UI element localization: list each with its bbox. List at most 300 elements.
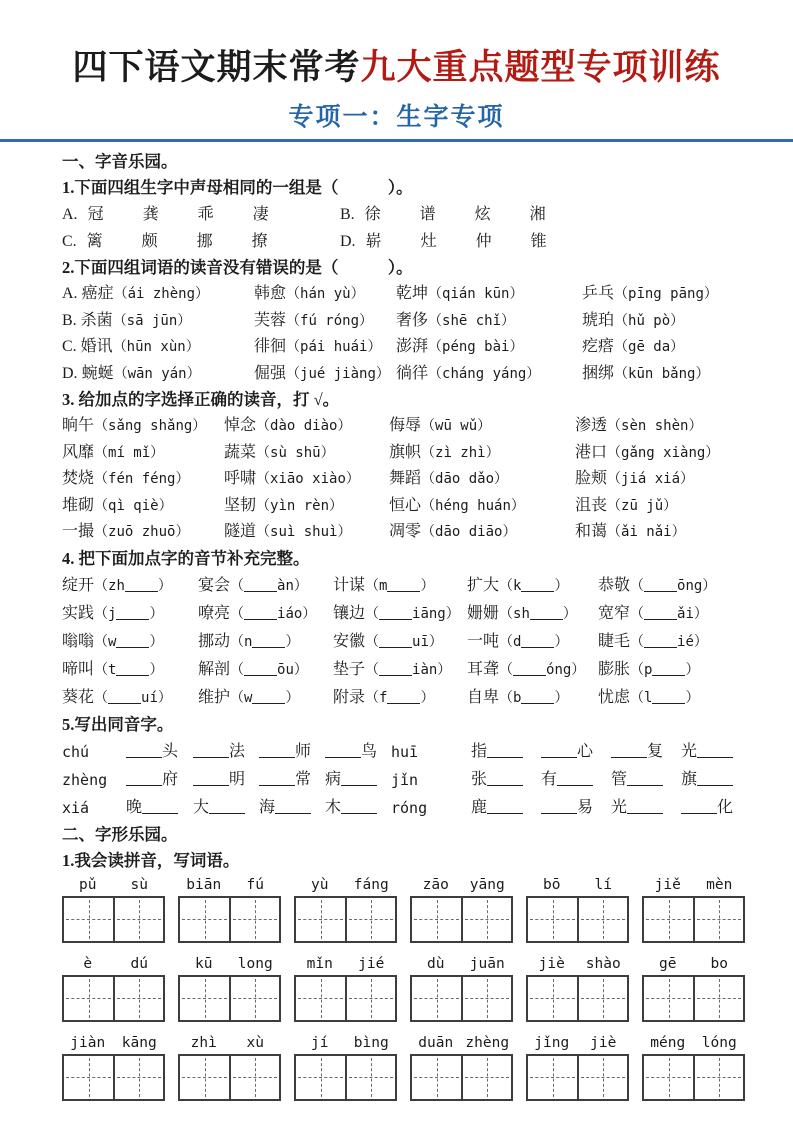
homophone-item (541, 738, 611, 766)
homophone-item (193, 738, 259, 766)
answer-blank (193, 773, 229, 786)
character-cell (180, 977, 229, 1020)
character-cell (229, 1056, 279, 1099)
word-text: 杀菌 (80, 311, 113, 329)
word-pinyin-item (582, 334, 745, 361)
q1-grid (62, 201, 745, 255)
word-pinyin-item (389, 413, 575, 440)
word-text: 澎湃 (396, 338, 429, 356)
answer-blank (521, 691, 554, 704)
answer-blank (244, 607, 277, 620)
char-text: 鸟 (361, 742, 378, 760)
tianzige-group (294, 956, 397, 1022)
word-text: 忧虑 (598, 688, 631, 706)
char-text: 光 (681, 742, 698, 760)
pinyin-text: （mí mǐ） (94, 444, 165, 461)
word-text: 宴会 (198, 576, 231, 594)
word-text: 一撮 (62, 523, 95, 541)
tianzige-box (410, 975, 513, 1022)
character-cell (296, 977, 345, 1020)
pinyin-syllables (642, 956, 745, 972)
pinyin-syllables (178, 877, 281, 893)
pinyin-fragment: （p ） (630, 661, 700, 678)
pinyin-text: （jiá xiá） (607, 471, 695, 488)
char-text: 常 (295, 770, 312, 788)
tianzige-box (642, 975, 745, 1022)
syllable-blank-item (467, 572, 598, 600)
pinyin-syllable: jiè (538, 955, 565, 972)
section2-heading: 二、字形乐园。 (62, 824, 178, 844)
tianzige-box (178, 1054, 281, 1101)
word-text: 嗡嗡 (62, 632, 95, 650)
pinyin-text: （gē da） (614, 339, 685, 356)
word-text: 挪动 (198, 632, 231, 650)
character-cell (64, 1056, 113, 1099)
answer-blank (126, 745, 162, 758)
word-pinyin-item (575, 466, 745, 493)
char-text: 师 (295, 742, 312, 760)
word-pinyin-item (82, 285, 209, 302)
q3-text: 3. 给加点的字选择正确的读音，打 √。 (62, 390, 340, 410)
pinyin-fragment: （j ） (94, 605, 164, 622)
answer-blank (244, 663, 277, 676)
homophone-item (541, 794, 611, 822)
tianzige-box (178, 896, 281, 943)
tianzige-box (62, 1054, 165, 1101)
tianzige-box (642, 1054, 745, 1101)
word-text: 芙蓉 (254, 311, 287, 329)
pinyin-text: （sèn shèn） (607, 418, 703, 435)
q2-option-first-cell (62, 334, 254, 361)
grid-row (62, 877, 745, 943)
syllable-blank-item (333, 600, 467, 628)
word-pinyin-item (389, 519, 575, 546)
homophone-item (325, 738, 391, 766)
pinyin-syllable: gē (659, 955, 677, 972)
character-cell (113, 1056, 163, 1099)
answer-blank (627, 773, 663, 786)
pinyin-label: zhèng (62, 770, 108, 789)
answer-blank (644, 607, 677, 620)
pinyin-syllable: dù (427, 955, 445, 972)
character-cell (693, 1056, 743, 1099)
pinyin-text: （gǎng xiàng） (607, 444, 720, 461)
pinyin-fragment: （ iàn） (365, 661, 452, 678)
pinyin-syllable: biān (186, 876, 222, 893)
answer-blank (252, 691, 285, 704)
pinyin-fragment: （ uí） (94, 689, 172, 706)
pinyin-label: róng (391, 798, 428, 817)
word-pinyin-item (62, 440, 224, 467)
answer-blank (116, 635, 149, 648)
character-cell (461, 1056, 511, 1099)
word-pinyin-item (575, 493, 745, 520)
pinyin-syllables (62, 956, 165, 972)
tianzige-group (62, 956, 165, 1022)
option-character: 冠 (87, 206, 104, 224)
char-text: 心 (577, 742, 594, 760)
pinyin-syllable: mèn (706, 876, 733, 893)
answer-blank (244, 579, 277, 592)
syllable-blank-item (333, 628, 467, 656)
answer-blank (487, 801, 523, 814)
pinyin-text: （wān yán） (113, 365, 201, 382)
homophone-item (193, 766, 259, 794)
answer-blank (341, 801, 377, 814)
syllable-blank-item (198, 628, 333, 656)
pinyin-text: （hǔ pò） (614, 312, 685, 329)
word-pinyin-item (396, 308, 582, 335)
pinyin-syllable: jǐng (534, 1034, 570, 1051)
word-text: 嘹亮 (198, 604, 231, 622)
pinyin-fragment: （ iáo） (230, 605, 317, 622)
pinyin-syllable: bō (543, 876, 561, 893)
word-pinyin-item (62, 493, 224, 520)
word-text: 垫子 (333, 660, 366, 678)
option-character: 炫 (474, 206, 491, 224)
word-pinyin-item (575, 519, 745, 546)
answer-blank (116, 607, 149, 620)
pinyin-syllable: è (83, 955, 93, 972)
homophone-item (126, 766, 193, 794)
syllable-blank-item (598, 572, 745, 600)
tianzige-group (410, 877, 513, 943)
word-text: 悼念 (224, 417, 257, 435)
pinyin-text: （sǎng shǎng） (94, 418, 207, 435)
pinyin-text: （jué jiàng） (286, 365, 390, 382)
pinyin-syllables (410, 956, 513, 972)
pinyin-syllables (294, 877, 397, 893)
pinyin-text: （héng huán） (421, 497, 525, 514)
pinyin-syllable: kāng (121, 1034, 157, 1051)
word-text: 维护 (198, 688, 231, 706)
pinyin-syllables (178, 956, 281, 972)
pinyin-text: （pái huái） (286, 339, 382, 356)
answer-blank (379, 635, 412, 648)
pinyin-text: （hūn xùn） (112, 339, 200, 356)
syllable-blank-item (333, 684, 467, 712)
word-pinyin-item (396, 281, 582, 308)
homophone-item (471, 738, 541, 766)
homophone-item (325, 794, 391, 822)
pinyin-fragment: （ ōu） (230, 661, 308, 678)
answer-blank (387, 579, 420, 592)
pinyin-text: （xiāo xiào） (256, 471, 360, 488)
q4-row (62, 628, 745, 656)
word-pinyin-item (575, 413, 745, 440)
option-label: C. (62, 233, 77, 251)
pinyin-text: （dāo diāo） (421, 524, 517, 541)
q3-row (62, 519, 745, 546)
answer-blank (487, 773, 523, 786)
tianzige-box (294, 975, 397, 1022)
character-cell (644, 977, 693, 1020)
word-text: 葵花 (62, 688, 95, 706)
word-text: 镶边 (333, 604, 366, 622)
char-text: 化 (717, 798, 734, 816)
pinyin-text: （péng bài） (428, 339, 524, 356)
section1-heading: 一、字音乐园。 (62, 152, 178, 172)
word-text: 呼啸 (224, 470, 257, 488)
answer-blank (652, 663, 685, 676)
pinyin-syllable: yāng (469, 876, 505, 893)
pinyin-syllable: lí (594, 876, 612, 893)
word-pinyin-item (224, 493, 389, 520)
answer-blank (142, 801, 178, 814)
pinyin-text: （sù shū） (256, 444, 335, 461)
character-cell (528, 1056, 577, 1099)
answer-blank (379, 607, 412, 620)
pinyin-fragment: （ uī） (365, 633, 443, 650)
char-text: 木 (325, 798, 342, 816)
homophone-item (259, 794, 325, 822)
tianzige-box (294, 896, 397, 943)
homophone-item (471, 766, 541, 794)
char-text: 鹿 (471, 798, 488, 816)
answer-blank (697, 745, 733, 758)
grid-row (62, 956, 745, 1022)
syllable-blank-item (467, 656, 598, 684)
answer-blank (611, 745, 647, 758)
syllable-blank-item (598, 656, 745, 684)
word-text: 宽窄 (598, 604, 631, 622)
pinyin-fragment: （sh ） (499, 605, 577, 622)
word-pinyin-item (396, 334, 582, 361)
tianzige-box (62, 896, 165, 943)
pinyin-syllables (526, 956, 629, 972)
pinyin-text: （pīng pāng） (614, 286, 718, 303)
syllable-blank-item (333, 656, 467, 684)
tianzige-box (642, 896, 745, 943)
pinyin-syllable: méng (650, 1034, 686, 1051)
homophone-item (681, 766, 745, 794)
homophone-item (193, 794, 259, 822)
option-label: B. (340, 206, 355, 224)
word-pinyin-item (254, 281, 396, 308)
word-text: 解剖 (198, 660, 231, 678)
q5-rows (62, 738, 745, 822)
pinyin-text: （dāo dǎo） (421, 471, 509, 488)
tianzige-group (294, 877, 397, 943)
word-text: 一吨 (467, 632, 500, 650)
pinyin-syllable: pǔ (79, 876, 97, 893)
pinyin-syllable: shào (585, 955, 621, 972)
syllable-blank-item (62, 628, 198, 656)
pinyin-syllable: dú (130, 955, 148, 972)
pinyin-text: （cháng yáng） (428, 365, 541, 382)
option-label: B. (62, 311, 81, 329)
syllable-blank-item (198, 572, 333, 600)
word-text: 蔬菜 (224, 443, 257, 461)
homophone-item (611, 766, 681, 794)
character-cell (412, 977, 461, 1020)
syllable-blank-item (198, 656, 333, 684)
tianzige-group (410, 956, 513, 1022)
answer-blank (379, 663, 412, 676)
answer-blank (521, 579, 554, 592)
char-text: 法 (229, 742, 246, 760)
char-text: 有 (541, 770, 558, 788)
pinyin-text: （zuō zhuō） (94, 524, 190, 541)
answer-blank (193, 745, 229, 758)
option-character: 湘 (529, 206, 546, 224)
character-cell (577, 1056, 627, 1099)
tianzige-group (642, 956, 745, 1022)
word-text: 耳聋 (467, 660, 500, 678)
pinyin-text: （qián kūn） (428, 286, 524, 303)
q4-rows (62, 572, 745, 712)
tianzige-group (62, 1035, 165, 1101)
pinyin-label: chú (62, 742, 90, 761)
character-cell (296, 1056, 345, 1099)
tianzige-group (526, 877, 629, 943)
pinyin-text: （yìn rèn） (256, 497, 344, 514)
pinyin-text: （zū jǔ） (607, 497, 678, 514)
character-cell (693, 898, 743, 941)
word-pinyin-item (224, 466, 389, 493)
option-character: 撩 (251, 233, 268, 251)
answer-blank (275, 801, 311, 814)
syllable-blank-item (467, 628, 598, 656)
tianzige-group (62, 877, 165, 943)
word-text: 蜿蜒 (81, 364, 114, 382)
char-text: 易 (577, 798, 594, 816)
homophone-item (681, 738, 745, 766)
answer-blank (513, 663, 546, 676)
pinyin-text: （dào diào） (256, 418, 352, 435)
syllable-blank-item (598, 684, 745, 712)
answer-blank (644, 635, 677, 648)
homophone-item (259, 766, 325, 794)
q2-option-first-cell (62, 281, 254, 308)
pinyin-syllable: jí (311, 1034, 329, 1051)
char-text: 晚 (126, 798, 143, 816)
word-text: 脸颊 (575, 470, 608, 488)
word-text: 附录 (333, 688, 366, 706)
word-text: 堆砌 (62, 496, 95, 514)
tianzige-group (410, 1035, 513, 1101)
pinyin-fragment: （zh ） (94, 577, 172, 594)
syllable-blank-item (467, 600, 598, 628)
pinyin-syllables (178, 1035, 281, 1051)
pinyin-syllables (526, 877, 629, 893)
homophone-item (611, 794, 681, 822)
section-subtitle: 专项一：生字专项 (288, 104, 505, 132)
syllable-blank-item (62, 572, 198, 600)
word-text: 绽开 (62, 576, 95, 594)
word-pinyin-item (396, 361, 582, 388)
word-text: 坚韧 (224, 496, 257, 514)
pinyin-syllable: bìng (353, 1034, 389, 1051)
word-text: 港口 (575, 443, 608, 461)
word-text: 乒乓 (582, 285, 615, 303)
word-text: 凋零 (389, 523, 422, 541)
option-label: C. (62, 338, 81, 356)
q2-option-row (62, 334, 745, 361)
pinyin-syllable: jiàn (70, 1034, 106, 1051)
answer-blank (252, 635, 285, 648)
q5-row (62, 766, 745, 794)
word-text: 姗姗 (467, 604, 500, 622)
answer-blank (341, 773, 377, 786)
option-label: D. (62, 364, 82, 382)
answer-blank (108, 691, 141, 704)
char-text: 指 (471, 742, 488, 760)
word-pinyin-item (389, 440, 575, 467)
homophone-item (259, 738, 325, 766)
pinyin-syllables (642, 877, 745, 893)
pinyin-label: jǐn (391, 770, 419, 789)
pinyin-fragment: （ ǎi） (630, 605, 708, 622)
pinyin-text: （fén féng） (94, 471, 190, 488)
word-text: 焚烧 (62, 470, 95, 488)
q1-option-row (340, 228, 745, 255)
tianzige-box (410, 896, 513, 943)
character-cell (296, 898, 345, 941)
pinyin-fragment: （d ） (499, 633, 569, 650)
option-character: 灶 (420, 233, 437, 251)
word-pinyin-item (62, 413, 224, 440)
word-text: 徘徊 (254, 338, 287, 356)
answer-blank (644, 579, 677, 592)
word-text: 实践 (62, 604, 95, 622)
char-text: 光 (611, 798, 628, 816)
pinyin-fragment: （ àn） (230, 577, 308, 594)
syllable-blank-item (62, 656, 198, 684)
q2-option-row (62, 361, 745, 388)
character-cell (528, 898, 577, 941)
character-cell (644, 898, 693, 941)
pinyin-fragment: （ ié） (630, 633, 708, 650)
tianzige-box (294, 1054, 397, 1101)
tianzige-box (62, 975, 165, 1022)
character-cell (461, 898, 511, 941)
pinyin-syllable: kū (195, 955, 213, 972)
pinyin-text: （sā jūn） (112, 312, 192, 329)
q3-row (62, 413, 745, 440)
word-text: 奢侈 (396, 311, 429, 329)
character-cell (64, 898, 113, 941)
answer-blank (521, 635, 554, 648)
answer-blank (697, 773, 733, 786)
pinyin-fragment: （w ） (94, 633, 164, 650)
tianzige-box (526, 896, 629, 943)
q5-text: 5.写出同音字。 (62, 714, 174, 734)
word-text: 沮丧 (575, 496, 608, 514)
pinyin-text: （fú róng） (286, 312, 374, 329)
char-text: 复 (647, 742, 664, 760)
pinyin-syllable: duān (418, 1034, 454, 1051)
char-text: 府 (162, 770, 179, 788)
homophone-item (126, 794, 193, 822)
word-text: 隧道 (224, 523, 257, 541)
word-pinyin-item (582, 308, 745, 335)
option-character: 仲 (475, 233, 492, 251)
q1-text: 1.下面四组生字中声母相同的一组是（ ）。 (62, 178, 413, 198)
word-text: 琥珀 (582, 311, 615, 329)
character-cell (229, 977, 279, 1020)
character-cell (412, 898, 461, 941)
pinyin-syllable: jiě (654, 876, 681, 893)
word-text: 啼叫 (62, 660, 95, 678)
homophone-item (541, 766, 611, 794)
syllable-blank-item (198, 600, 333, 628)
word-text: 徜徉 (396, 364, 429, 382)
answer-blank (541, 745, 577, 758)
char-text: 病 (325, 770, 342, 788)
character-cell (345, 977, 395, 1020)
pinyin-fragment: （n ） (230, 633, 300, 650)
